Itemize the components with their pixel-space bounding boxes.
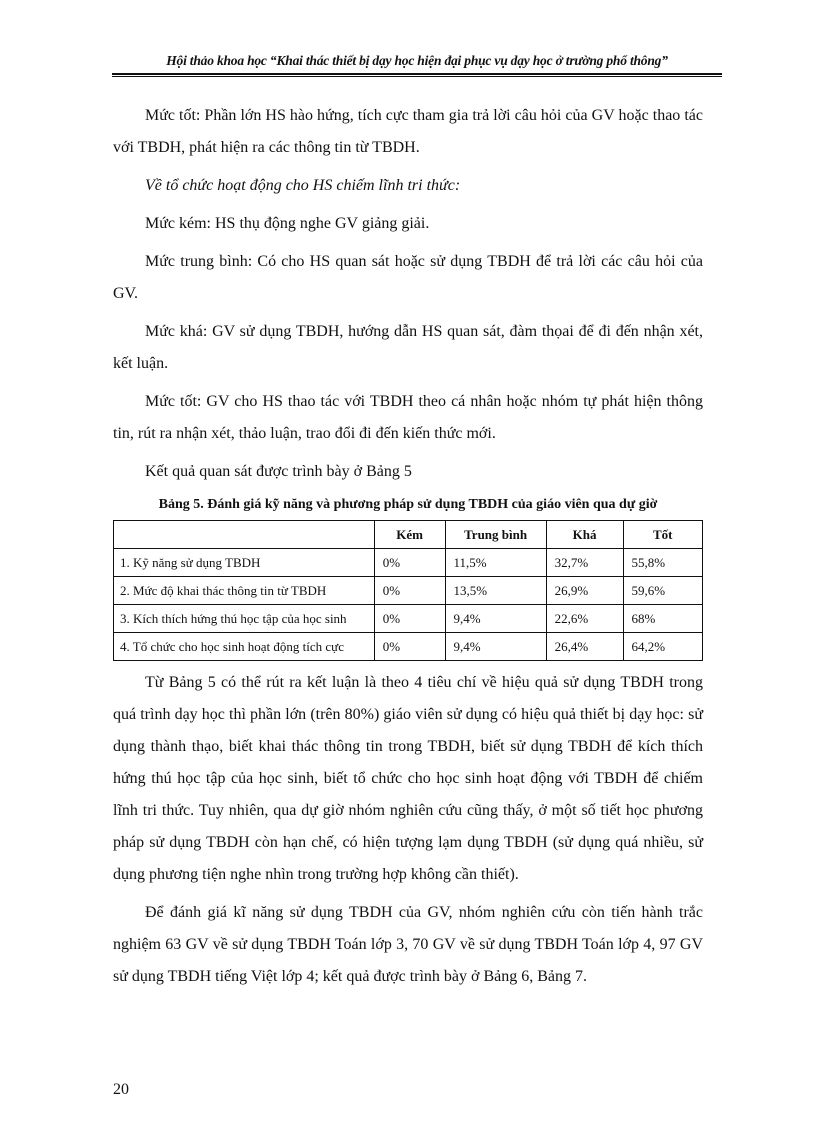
table-header-row: [114, 521, 703, 549]
table-cell: 9,4%: [445, 633, 546, 661]
paragraph: Mức tốt: GV cho HS thao tác với TBDH theo cá nhân hoặc nhóm tự phát hiện thông tin, rút ra nhận xét, thảo luận, trao đổi đi đến kiến thức mới.: [113, 393, 703, 442]
table-cell: 26,4%: [546, 633, 623, 661]
table-cell: 0%: [374, 605, 445, 633]
table-cell: 0%: [374, 633, 445, 661]
table-header-cell: Tốt: [623, 521, 702, 549]
table-cell: 0%: [374, 577, 445, 605]
table-cell: 13,5%: [445, 577, 546, 605]
table-header-cell: Kém: [374, 521, 445, 549]
page-number: 20: [113, 1081, 129, 1098]
table-header-cell: Trung bình: [445, 521, 546, 549]
table-header-cell: Khá: [546, 521, 623, 549]
table-cell-criterion: 3. Kích thích hứng thú học tập của học sinh: [114, 605, 375, 633]
paragraph: Mức trung bình: Có cho HS quan sát hoặc sử dụng TBDH để trả lời các câu hỏi của GV.: [113, 253, 703, 302]
page-body: [113, 100, 703, 999]
paragraph: Kết quả quan sát được trình bày ở Bảng 5: [145, 463, 412, 480]
table-cell-criterion: 1. Kỹ năng sử dụng TBDH: [114, 549, 375, 577]
table-row: [114, 577, 703, 605]
paragraph: Để đánh giá kĩ năng sử dụng TBDH của GV, nhóm nghiên cứu còn tiến hành trắc nghiệm 63 GV về sử dụng TBDH Toán lớp 3, 70 GV về sử dụng TBDH Toán lớp 4, 97 GV sử dụng TBDH tiếng Việt lớp 4; kết quả được trình bày ở Bảng 6, Bảng 7.: [113, 904, 703, 985]
table-header-cell: [114, 521, 375, 549]
table-cell: 9,4%: [445, 605, 546, 633]
paragraph: Mức khá: GV sử dụng TBDH, hướng dẫn HS quan sát, đàm thọai để đi đến nhận xét, kết luận.: [113, 323, 703, 372]
paragraph: Mức tốt: Phần lớn HS hào hứng, tích cực tham gia trả lời câu hỏi của GV hoặc thao tác với TBDH, phát hiện ra các thông tin từ TBDH.: [113, 107, 703, 156]
table-cell: 26,9%: [546, 577, 623, 605]
table-cell: 59,6%: [623, 577, 702, 605]
table-row: [114, 605, 703, 633]
table-cell: 64,2%: [623, 633, 702, 661]
table-cell: 11,5%: [445, 549, 546, 577]
table-cell: 0%: [374, 549, 445, 577]
table-row: [114, 633, 703, 661]
table-cell: 22,6%: [546, 605, 623, 633]
paragraph: Mức kém: HS thụ động nghe GV giảng giải.: [145, 215, 430, 232]
table-cell: 68%: [623, 605, 702, 633]
running-header: Hội thảo khoa học “Khai thác thiết bị dạy học hiện đại phục vụ dạy học ở trường phổ thông”: [166, 53, 668, 68]
table-cell-criterion: 4. Tổ chức cho học sinh hoạt động tích cực: [114, 633, 375, 661]
table-caption: Bảng 5. Đánh giá kỹ năng và phương pháp sử dụng TBDH của giáo viên qua dự giờ: [158, 497, 658, 512]
evaluation-table: [113, 520, 703, 661]
table-row: [114, 549, 703, 577]
section-heading: Về tổ chức hoạt động cho HS chiếm lĩnh tri thức:: [145, 177, 461, 194]
table-cell: 32,7%: [546, 549, 623, 577]
header-rule: [112, 73, 722, 75]
paragraph: Từ Bảng 5 có thể rút ra kết luận là theo 4 tiêu chí về hiệu quả sử dụng TBDH trong quá trình dạy học thì phần lớn (trên 80%) giáo viên sử dụng có hiệu quả thiết bị dạy học: sử dụng thành thạo, biết khai thác thông tin trong TBDH, biết sử dụng TBDH để kích thích hứng thú học tập của học sinh, biết tổ chức cho học sinh hoạt động với TBDH để chiếm lĩnh tri thức. Tuy nhiên, qua dự giờ nhóm nghiên cứu cũng thấy, ở một số tiết học phương pháp sử dụng TBDH còn hạn chế, có hiện tượng lạm dụng TBDH (sử dụng quá nhiều, sử dụng phương tiện nghe nhìn trong trường hợp không cần thiết).: [113, 674, 703, 883]
table-cell-criterion: 2. Mức độ khai thác thông tin từ TBDH: [114, 577, 375, 605]
header-rule-thin: [112, 76, 722, 77]
table-cell: 55,8%: [623, 549, 702, 577]
